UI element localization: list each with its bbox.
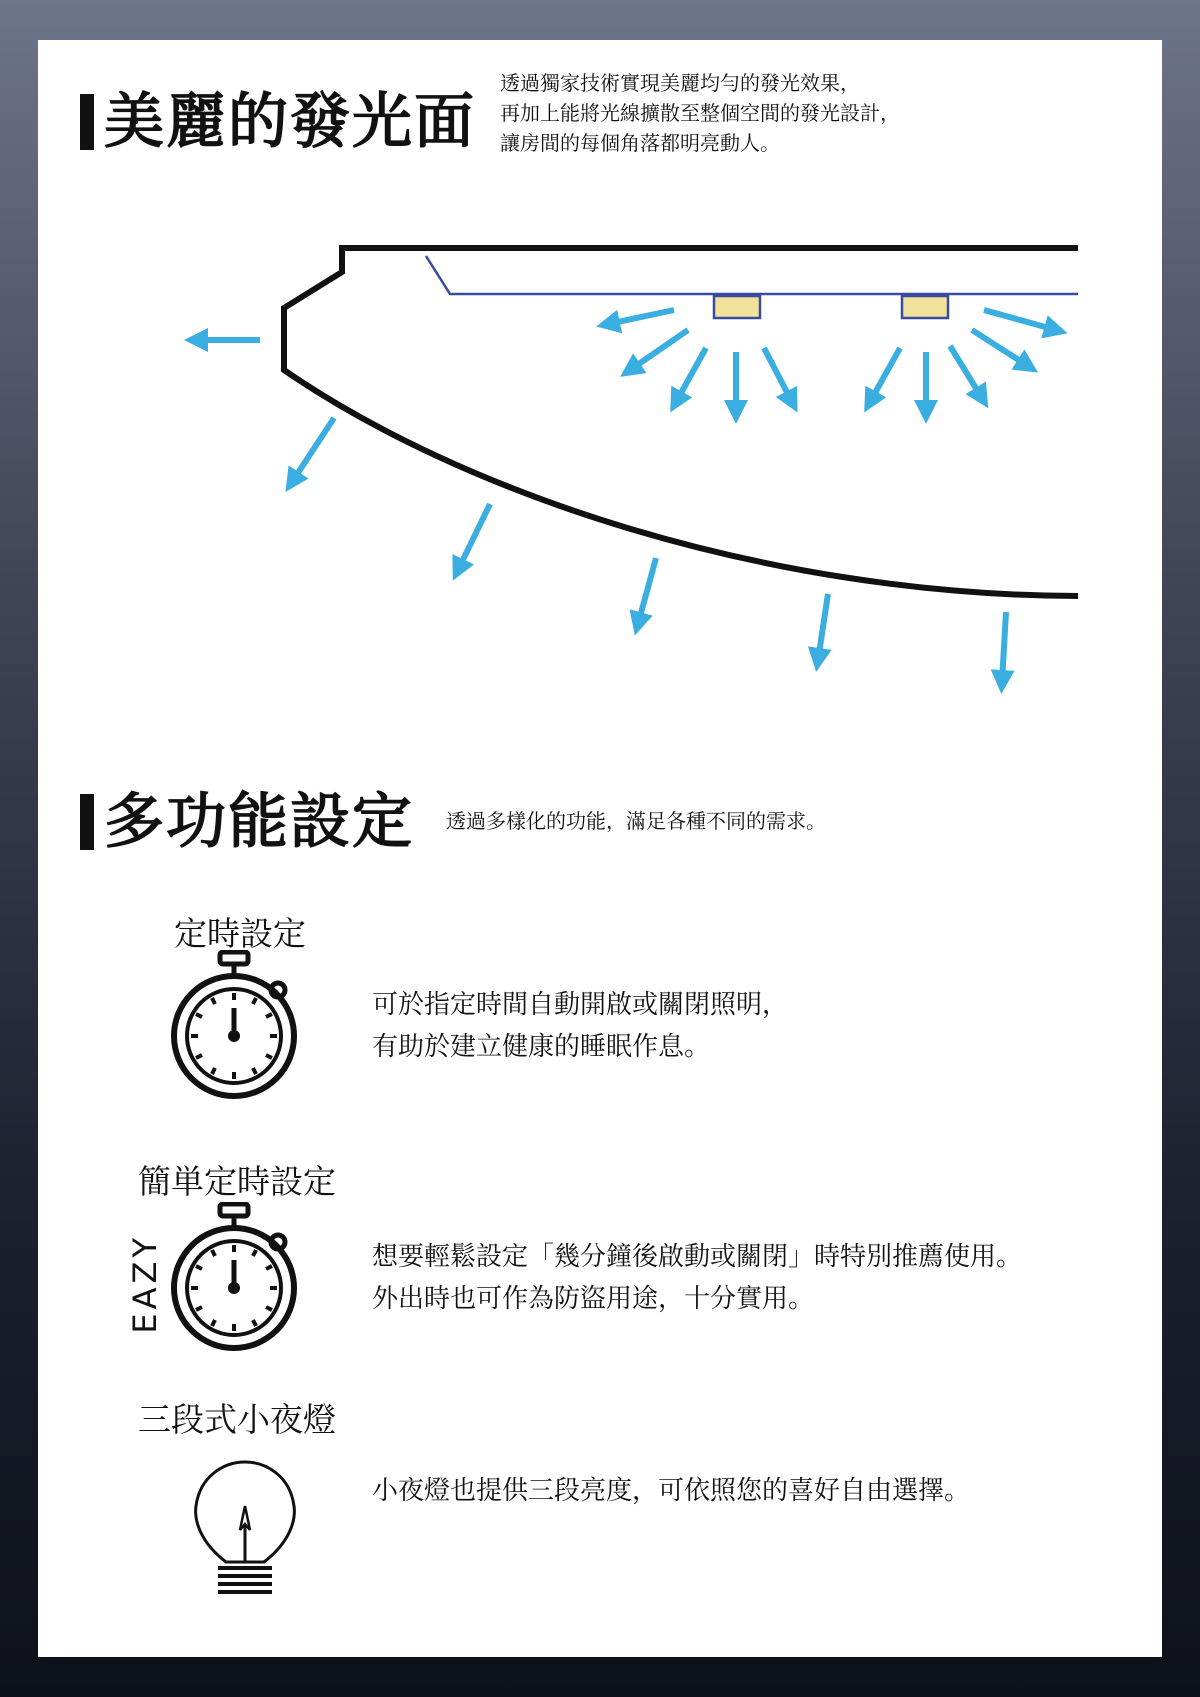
lamp-housing-outline — [284, 248, 1078, 596]
light-arrows — [196, 310, 1056, 682]
eazy-badge: EAZY — [126, 1234, 164, 1334]
led-chip-right — [902, 296, 948, 318]
arrow-down-ray — [818, 594, 828, 660]
desc-line: 讓房間的每個角落都明亮動人。 — [500, 131, 780, 155]
feature-line: 小夜燈也提供三段亮度，可依照您的喜好自由選擇。 — [372, 1476, 971, 1506]
arrow-down-ray — [292, 418, 334, 482]
light-diffusion-diagram — [38, 40, 1162, 740]
multi-function-description: 透過多樣化的功能，滿足各種不同的需求。 — [446, 809, 826, 833]
title-bar-marker — [80, 794, 94, 850]
diffuser-line — [426, 256, 1078, 294]
feature-text-timer — [372, 984, 788, 1068]
arrow-led2-ray — [870, 348, 900, 402]
feature-line: 可於指定時間自動開啟或關閉照明， — [372, 990, 789, 1020]
arrow-down-ray — [638, 558, 656, 624]
feature-title-timer: 定時設定 — [174, 914, 306, 953]
arrow-led2-ray — [972, 330, 1028, 366]
stopwatch-icon — [168, 950, 298, 1100]
glow-surface-title: 美麗的發光面 — [104, 87, 476, 157]
feature-title-easy-timer: 簡単定時設定 — [138, 1162, 336, 1201]
arrow-led1-ray — [676, 348, 706, 402]
arrow-down-ray — [458, 504, 490, 570]
arrow-led1-ray — [630, 330, 688, 370]
arrow-down-ray — [1002, 612, 1006, 682]
feature-text-night-light — [372, 1470, 970, 1512]
led-chip-left — [714, 296, 760, 318]
page-card — [38, 40, 1162, 1657]
feature-line: 有助於建立健康的睡眠作息。 — [372, 1032, 711, 1062]
feature-title-night-light: 三段式小夜燈 — [138, 1400, 336, 1439]
feature-line: 想要輕鬆設定「幾分鐘後啟動或關閉」時特別推薦使用。 — [372, 1242, 1023, 1272]
light-bulb-icon — [190, 1458, 300, 1608]
stopwatch-icon — [168, 1202, 298, 1352]
arrow-led2-ray — [950, 346, 982, 398]
arrow-led1-ray — [608, 310, 674, 324]
feature-text-easy-timer — [372, 1236, 1022, 1320]
desc-line: 透過獨家技術實現美麗均勻的發光效果， — [500, 71, 860, 95]
arrow-led2-ray — [984, 310, 1056, 330]
section-title-features — [80, 787, 414, 857]
feature-line: 外出時也可作為防盜用途，十分實用。 — [372, 1284, 815, 1314]
desc-line: 再加上能將光線擴散至整個空間的發光設計， — [500, 101, 900, 125]
arrow-led1-ray — [764, 348, 792, 402]
multi-function-title: 多功能設定 — [104, 787, 414, 857]
